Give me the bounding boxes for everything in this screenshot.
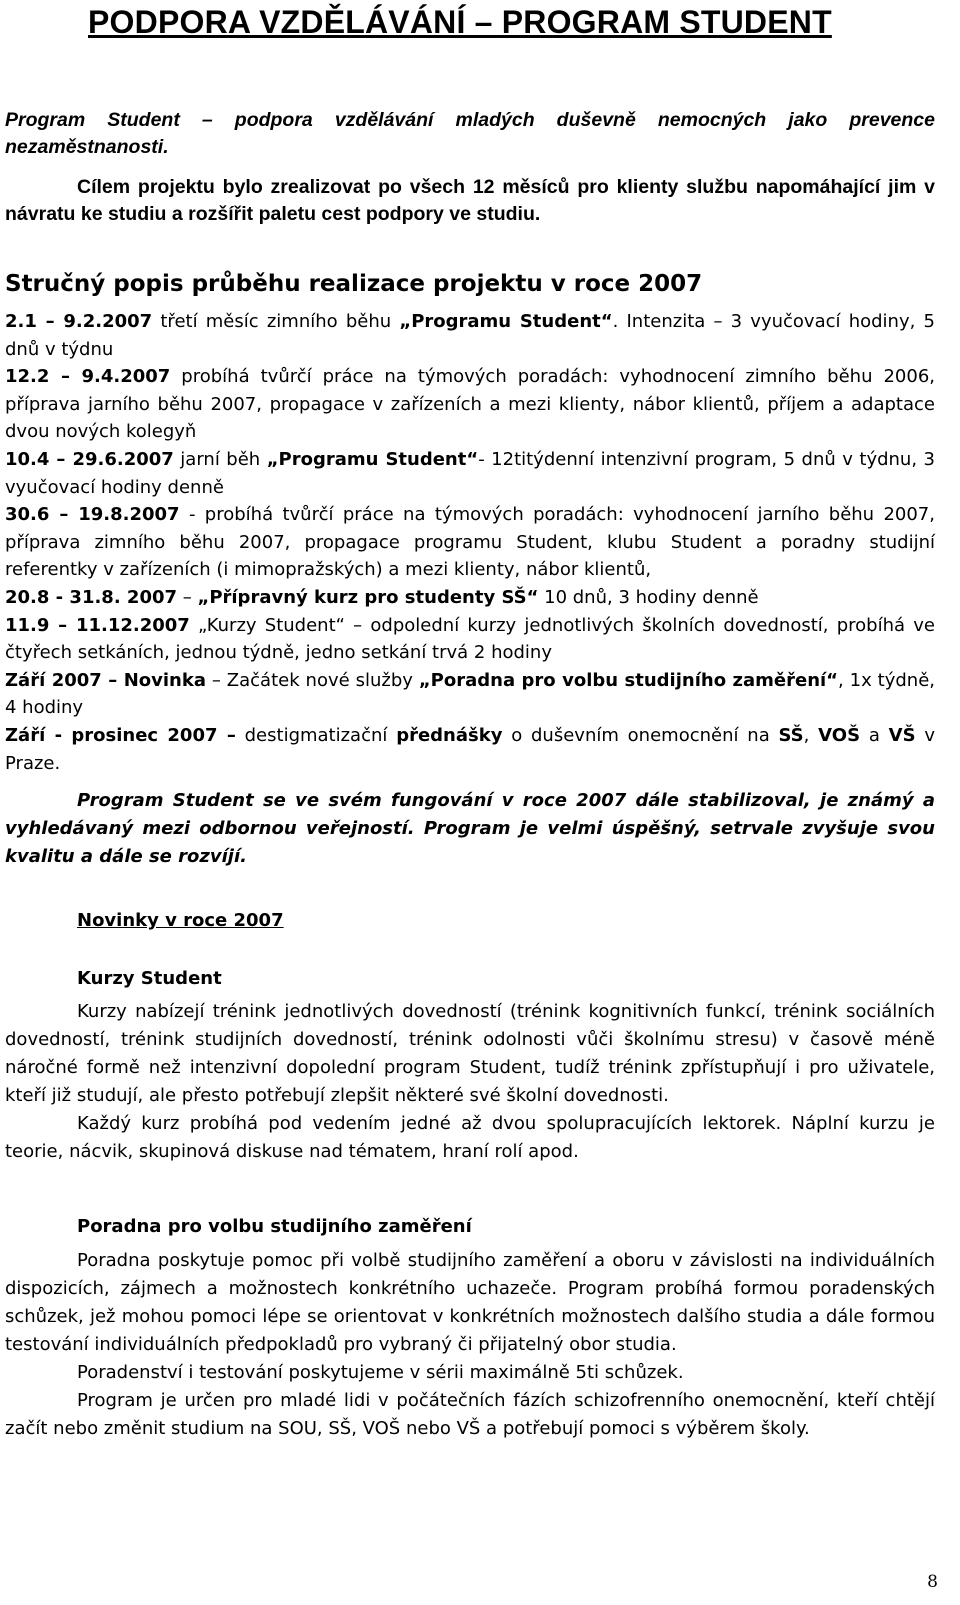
timeline-heading: Stručný popis průběhu realizace projektu v roce 2007	[5, 271, 703, 297]
timeline-date: 30.6 – 19.8.2007	[5, 504, 180, 526]
timeline-item: 11.9 – 11.12.2007 „Kurzy Student“ – odpolední kurzy jednotlivých školních dovedností, probíhá ve čtyřech setkáních, jednou týdně, jedno setkání trvá 2 hodiny	[5, 614, 935, 664]
kurzy-text	[5, 998, 935, 1166]
timeline-date: 11.9 – 11.12.2007	[5, 614, 190, 636]
timeline-item: 10.4 – 29.6.2007 jarní běh „Programu Student“- 12titýdenní intenzivní program, 5 dnů v týdnu, 3 vyučovací hodiny denně	[5, 448, 935, 498]
kurzy-paragraph-2: Každý kurz probíhá pod vedením jedné až dvou spolupracujících lektorek. Náplní kurzu je teorie, nácvik, skupinová diskuse nad tématem, hraní rolí apod.	[5, 1113, 935, 1162]
intro-line-1: Program Student – podpora vzdělávání mladých duševně nemocných jako prevence nezaměstnanosti.	[5, 109, 935, 158]
poradna-paragraph-1: Poradna poskytuje pomoc při volbě studijního zaměření a oboru v závislosti na individuálních dispozicích, zájmech a možnostech konkrétního uchazeče. Program probíhá formou poradenských schůzek, jež mohou pomoci lépe se orientovat v konkrétních možnostech dalšího studia a dále formou testování individuálních předpokladů pro vybraný či přijatelný obor studia.	[5, 1250, 935, 1355]
timeline-date: 12.2 – 9.4.2007	[5, 366, 171, 388]
poradna-heading: Poradna pro volbu studijního zaměření	[77, 1216, 472, 1237]
conclusion-paragraph: Program Student se ve svém fungování v roce 2007 dále stabilizoval, je známý a vyhledávaný mezi odbornou veřejností. Program je velmi úspěšný, setrvale zvyšuje svou kvalitu a dále se rozvíjí.	[5, 790, 935, 867]
kurzy-heading: Kurzy Student	[77, 968, 222, 989]
page-number: 8	[927, 1572, 938, 1592]
timeline-item: 30.6 – 19.8.2007 - probíhá tvůrčí práce na týmových poradách: vyhodnocení jarního běhu 2007, příprava zimního běhu 2007, propagace programu Student, klubu Student a poradny studijní referentky v zařízeních (i mimopražských) a mezi klienty, nábor klientů,	[5, 504, 935, 581]
timeline-date: 20.8 - 31.8. 2007	[5, 586, 178, 608]
intro-paragraph	[5, 107, 935, 161]
timeline-date: Září 2007 – Novinka	[5, 669, 206, 691]
poradna-paragraph-2: Poradenství i testování poskytujeme v sérii maximálně 5ti schůzek.	[77, 1362, 684, 1383]
timeline-item: 20.8 - 31.8. 2007 – „Přípravný kurz pro studenty SŠ“ 10 dnů, 3 hodiny denně	[5, 586, 759, 608]
timeline-item: 12.2 – 9.4.2007 probíhá tvůrčí práce na týmových poradách: vyhodnocení zimního běhu 2006, příprava jarního běhu 2007, propagace v zařízeních a mezi klienty, nábor klientů, příjem a adaptace dvou nových kolegyň	[5, 366, 935, 443]
timeline-date: 2.1 – 9.2.2007	[5, 311, 153, 332]
intro-goal	[5, 174, 935, 228]
timeline-date: Září - prosinec 2007 –	[5, 724, 236, 746]
intro-line-2: Cílem projektu bylo zrealizovat po všech 12 měsíců pro klienty službu napomáhající jim v návratu ke studiu a rozšířit paletu cest podpory ve studiu.	[5, 176, 935, 225]
poradna-text	[5, 1247, 935, 1443]
kurzy-paragraph-1: Kurzy nabízejí trénink jednotlivých dovedností (trénink kognitivních funkcí, trénink sociálních dovedností, trénink studijních dovedností, trénink odolnosti vůči školnímu stresu) v časově méně náročné formě než intenzivní dopolední program Student, tudíž trénink zpřístupňují i pro uživatele, kteří již studují, ale přesto potřebují zlepšit některé své školní dovednosti.	[5, 1001, 935, 1106]
timeline-item: Září 2007 – Novinka – Začátek nové služby „Poradna pro volbu studijního zaměření“, 1x týdně, 4 hodiny	[5, 669, 935, 719]
page-title: PODPORA VZDĚLÁVÁNÍ – PROGRAM STUDENT	[88, 4, 832, 40]
timeline-item: 2.1 – 9.2.2007 třetí měsíc zimního běhu „Programu Student“. Intenzita – 3 vyučovací hodiny, 5 dnů v týdnu	[5, 311, 935, 360]
poradna-paragraph-3: Program je určen pro mladé lidi v počátečních fázích schizofrenního onemocnění, kteří chtějí začít nebo změnit studium na SOU, SŠ, VOŠ nebo VŠ a potřebují pomoci s výběrem školy.	[5, 1390, 935, 1439]
timeline-list	[5, 308, 935, 777]
timeline-item: Září - prosinec 2007 – destigmatizační přednášky o duševním onemocnění na SŠ, VOŠ a VŠ v Praze.	[5, 724, 935, 774]
news-heading: Novinky v roce 2007	[77, 910, 284, 931]
timeline-date: 10.4 – 29.6.2007	[5, 448, 174, 470]
